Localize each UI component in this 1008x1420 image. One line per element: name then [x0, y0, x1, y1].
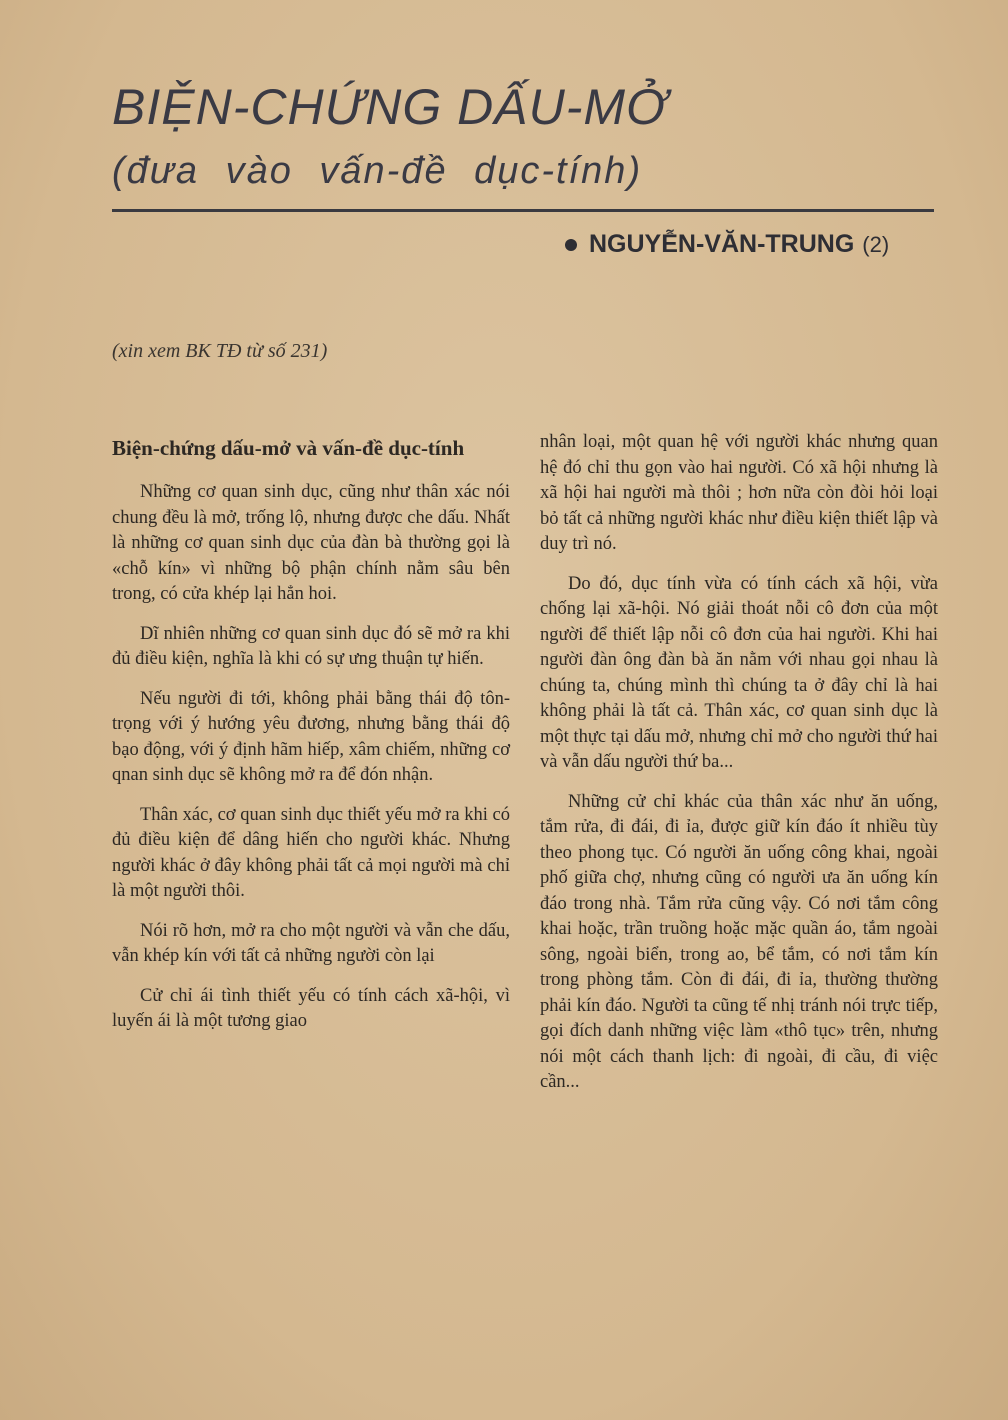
paragraph: Do đó, dục tính vừa có tính cách xã hội, vừa chống lại xã-hội. Nó giải thoát nỗi cô đơn của một người để thiết lập nỗi cô đơn của hai người. Khi hai người đàn ông đàn bà ăn nằm với nhau gọi nhau là chúng ta, chúng mình thì chúng ta ở đây chỉ là hai không phải là tất cả. Thân xác, cơ quan sinh dục là một thực tại dấu mở, nhưng chỉ mở cho người thứ hai và vẫn dấu người thứ ba... [540, 573, 938, 772]
paragraph: Những cơ quan sinh dục, cũng như thân xác nói chung đều là mở, trống lộ, nhưng được che dấu. Nhất là những cơ quan sinh dục của đàn bà thường gọi là «chỗ kín» vì những bộ phận chính nằm sâu bên trong, có cửa khép lại hẳn hoi. [112, 482, 510, 604]
reference-note: (xin xem BK TĐ từ số 231) [112, 340, 328, 362]
paragraph: Nếu người đi tới, không phải bằng thái độ tôn-trọng với ý hướng yêu đương, nhưng bằng thái độ bạo động, với ý định hãm hiếp, xâm chiếm, những cơ qnan sinh dục sẽ không mở ra để đón nhận. [112, 688, 510, 785]
author-name: NGUYỄN-VĂN-TRUNG [589, 230, 855, 258]
paragraph: Cử chỉ ái tình thiết yếu có tính cách xã-hội, vì luyến ái là một tương giao [112, 985, 510, 1031]
paragraph: Dĩ nhiên những cơ quan sinh dục đó sẽ mở ra khi đủ điều kiện, nghĩa là khi có sự ưng thuận tự hiến. [112, 623, 510, 669]
section-heading: Biện-chứng dấu-mở và vấn-đề dục-tính [112, 436, 465, 460]
article-title: BIỆN-CHỨNG DẤU-MỞ [112, 79, 668, 135]
right-column [540, 430, 938, 1110]
bullet-icon [565, 239, 577, 251]
paragraph: Thân xác, cơ quan sinh dục thiết yếu mở ra khi có đủ điều kiện để dâng hiến cho người khác. Nhưng người khác ở đây không phải tất cả mọi người mà chỉ là một người thôi. [112, 804, 510, 901]
title-divider [112, 209, 934, 212]
article-subtitle: (đưa vào vấn-đề dục-tính) [112, 150, 643, 192]
part-number: (2) [862, 232, 890, 257]
author-line [565, 230, 889, 259]
paragraph: Những cử chỉ khác của thân xác như ăn uống, tắm rửa, đi đái, đi ỉa, được giữ kín đáo ít nhiều tùy theo phong tục. Có người ăn uống công khai, ngoài phố giữa chợ, nhưng cũng có người ưa ăn uống kín đáo trong nhà. Tắm rửa cũng vậy. Có nơi tắm công khai hoặc, trần truồng hoặc mặc quần áo, tắm ngoài sông, ngoài biển, trong ao, bể tắm, có nơi tắm kín trong phòng tắm. Còn đi đái, đi ỉa, thường thường phải kín đáo. Người ta cũng tế nhị tránh nói trực tiếp, gọi đích danh những việc làm «thô tục» trên, nhưng nói một cách thanh lịch: đi ngoài, đi cầu, đi việc cần... [540, 791, 938, 1092]
paragraph: nhân loại, một quan hệ với người khác nhưng quan hệ đó chỉ thu gọn vào hai người. Có xã hội nhưng là xã hội hai người mà thôi ; hơn nữa còn đòi hỏi loại bỏ tất cả những người khác như điều kiện thiết lập và duy trì nó. [540, 432, 938, 554]
paragraph: Nói rõ hơn, mở ra cho một người và vẫn che dấu, vẫn khép kín với tất cả những người còn lại [112, 920, 510, 966]
left-column [112, 432, 510, 1049]
